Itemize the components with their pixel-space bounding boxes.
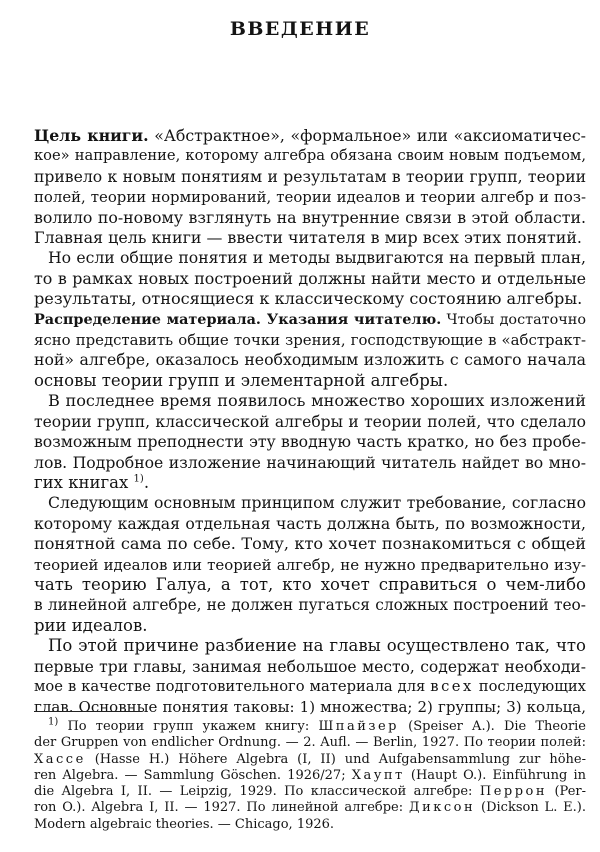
text-line: В последнее время появилось множество хороших изложений <box>48 391 586 411</box>
text-line: гих книгах $^{1)}$. <box>34 472 150 492</box>
footnote-line: ron O.). Algebra I, II. — 1927. По линейной алгебре: Диксон (Dickson L. E.). <box>34 800 587 816</box>
footnote-ref: 1) <box>133 473 144 485</box>
body-text <box>34 126 586 718</box>
text-line: волило по-новому взглянуть на внутренние связи в этой области. <box>34 207 586 227</box>
text-line: Распределение материала. Указания читателю. Чтобы достаточно <box>34 310 587 328</box>
footnote-divider <box>34 711 142 712</box>
text-line: привело к новым понятиям и результатам в теории групп, теории <box>34 167 586 186</box>
text-line: мое в качестве подготовительного материала для всех последующих <box>34 677 586 695</box>
text-line: полей, теории нормирований, теории идеалов и теории алгебр и поз- <box>34 188 586 207</box>
text-line: возможным преподнести эту вводную часть кратко, но без пробе- <box>34 432 586 452</box>
text-line: кое» направление, которому алгебра обязана своим новым подъемом, <box>34 147 586 165</box>
text-line: Цель книги. «Абстрактное», «формальное» или «аксиоматичес- <box>34 126 586 145</box>
text-line: По этой причине разбиение на главы осуществлено так, что <box>48 636 586 656</box>
text-line: понятной сама по себе. Тому, кто хочет познакомиться с общей <box>34 534 586 554</box>
text-line: теорией идеалов или теорией алгебр, не нужно предварительно изу- <box>34 555 586 574</box>
spaced-emphasis: всех <box>430 677 474 695</box>
paragraph-heading: Цель книги. <box>34 126 149 145</box>
footnote-line: der Gruppen von endlicher Ordnung. — 2. Aufl. — Berlin, 1927. По теории полей: <box>34 735 586 751</box>
text-line: то в рамках новых построений должны найти место и отдельные <box>34 268 586 288</box>
text-line: рии идеалов. <box>34 615 148 635</box>
text-line: лов. Подробное изложение начинающий читатель найдет во мно- <box>34 452 586 472</box>
paragraph-heading: Распределение материала. Указания читателю. <box>34 310 442 328</box>
text-line: Главная цель книги — ввести читателя в мир всех этих понятий. <box>34 228 582 248</box>
footnote-line: Хассе (Hasse H.) Höhere Algebra (I, II) und Aufgabensammlung zur höhe- <box>34 751 586 767</box>
text-line: Но если общие понятия и методы выдвигаются на первый план, <box>48 248 586 268</box>
footnote-line: $^{1)}$ По теории групп укажем книгу: Шпайзер (Speiser A.). Die Theorie <box>48 716 587 734</box>
text-line: первые три главы, занимая небольшое место, содержат необходи- <box>34 657 586 676</box>
text-line: ной» алгебре, оказалось необходимым изложить с самого начала <box>34 350 586 370</box>
text-line: чать теорию Галуа, а тот, кто хочет справиться о чем-либо <box>34 574 586 594</box>
text-line: которому каждая отдельная часть должна быть, по возможности, <box>34 513 586 533</box>
text-line: теории групп, классической алгебры и теории полей, что сделало <box>34 412 586 431</box>
text-line: основы теории групп и элементарной алгебры. <box>34 370 449 390</box>
text-line: ясно представить общие точки зрения, господствующие в «абстракт- <box>34 331 586 350</box>
text-line: глав. Основные понятия таковы: 1) множества; 2) группы; 3) кольца, <box>34 698 586 717</box>
footnote <box>34 716 587 833</box>
text-line: в линейной алгебре, не должен пугаться сложных построений тео- <box>34 596 586 615</box>
footnote-line: Modern algebraic theories. — Chicago, 1926. <box>34 816 335 832</box>
footnote-marker: 1) <box>48 716 59 728</box>
text-line: Следующим основным принципом служит требование, согласно <box>48 494 586 513</box>
page-title: ВВЕДЕНИЕ <box>229 18 371 40</box>
footnote-line: ren Algebra. — Sammlung Göschen. 1926/27; Хаупт (Haupt O.). Einführung in <box>34 767 586 783</box>
text-line: результаты, относящиеся к классическому состоянию алгебры. <box>34 289 583 309</box>
footnote-line: die Algebra I, II. — Leipzig, 1929. По классической алгебре: Перрон (Per- <box>34 784 587 800</box>
